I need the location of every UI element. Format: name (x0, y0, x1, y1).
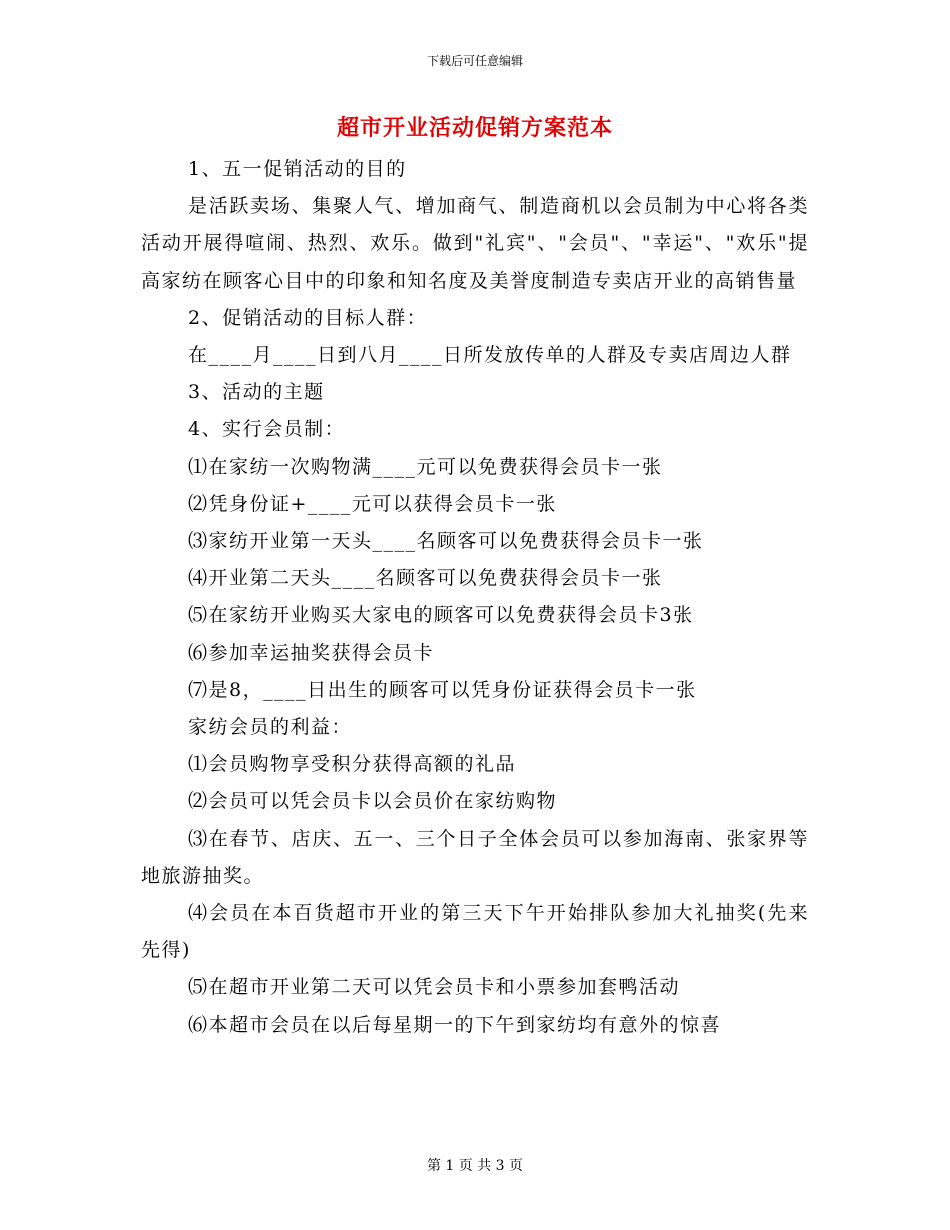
list-item: ⑷开业第二天头____名顾客可以免费获得会员卡一张 (188, 567, 663, 590)
document-body (141, 151, 809, 1044)
paragraph-purpose: 是活跃卖场、集聚人气、增加商气、制造商机以会员制为中心将各类活动开展得喧闹、热烈、欢乐。做到"礼宾"、"会员"、"幸运"、"欢乐"提高家纺在顾客心目中的印象和知名度及美誉度制造专卖店开业的高销售量 (141, 195, 809, 292)
list-item: ⑷会员在本百货超市开业的第三天下午开始排队参加大礼抽奖(先来先得) (141, 902, 809, 962)
list-item: ⑵凭身份证+____元可以获得会员卡一张 (188, 492, 557, 515)
section-heading-3: 3、活动的主题 (188, 381, 325, 404)
list-item: ⑴会员购物享受积分获得高额的礼品 (188, 753, 517, 776)
section-heading-2: 2、促销活动的目标人群： (188, 306, 428, 329)
list-item: ⑺是8，____日出生的顾客可以凭身份证获得会员卡一张 (188, 678, 697, 701)
section-heading-4: 4、实行会员制： (188, 418, 346, 441)
page-number: 第 1 页 共 3 页 (426, 1158, 524, 1174)
header-note: 下载后可任意编辑 (426, 54, 523, 68)
list-item: ⑹本超市会员在以后每星期一的下午到家纺均有意外的惊喜 (188, 1013, 722, 1036)
list-item: ⑴在家纺一次购物满____元可以免费获得会员卡一张 (188, 455, 663, 478)
document-title: 超市开业活动促销方案范本 (336, 115, 613, 141)
paragraph-target-group: 在____月____日到八月____日所发放传单的人群及专卖店周边人群 (188, 344, 792, 367)
list-item: ⑸在家纺开业购买大家电的顾客可以免费获得会员卡3张 (188, 604, 694, 627)
subheading-member-benefits: 家纺会员的利益： (188, 716, 353, 739)
section-heading-1: 1、五一促销活动的目的 (188, 158, 407, 180)
list-item: ⑶在春节、店庆、五一、三个日子全体会员可以参加海南、张家界等地旅游抽奖。 (141, 827, 809, 887)
list-item: ⑸在超市开业第二天可以凭会员卡和小票参加套鸭活动 (188, 976, 681, 999)
list-item: ⑶家纺开业第一天头____名顾客可以免费获得会员卡一张 (188, 530, 704, 553)
list-item: ⑵会员可以凭会员卡以会员价在家纺购物 (188, 790, 558, 813)
list-item: ⑹参加幸运抽奖获得会员卡 (188, 641, 435, 664)
